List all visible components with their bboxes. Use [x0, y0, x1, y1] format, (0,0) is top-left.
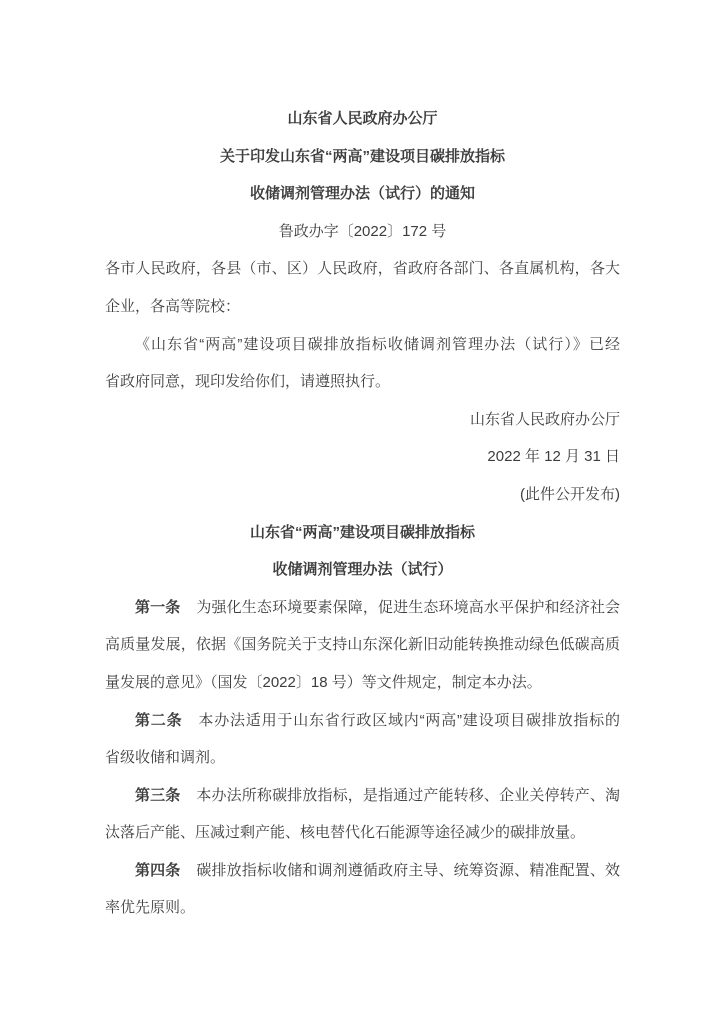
forward-line-2: 省政府同意，现印发给你们，请遵照执行。: [105, 373, 391, 391]
measures-title-line-1: 山东省“两高”建设项目碳排放指标: [249, 523, 475, 541]
measures-title-line-2: 收储调剂管理办法（试行）: [272, 561, 453, 579]
article-2-line-1: [105, 702, 620, 740]
article-2-label: 第二条: [135, 711, 183, 729]
article-1-text-line-1: 为强化生态环境要素保障，促进生态环境高水平保护和经济社会: [196, 598, 620, 616]
article-4-line-1: [105, 852, 620, 890]
document-content: [105, 100, 620, 927]
signature: 山东省人民政府办公厅: [469, 410, 620, 428]
signature-date: 2022 年 12 月 31 日: [487, 448, 620, 466]
article-3-line-2: 汰落后产能、压减过剩产能、核电替代化石能源等途径减少的碳排放量。: [105, 824, 586, 842]
article-1-line-1: [105, 589, 620, 627]
article-3-text-line-1: 本办法所称碳排放指标，是指通过产能转移、企业关停转产、淘: [196, 786, 620, 804]
article-3-line-1: [105, 777, 620, 815]
article-2-text-line-1: 本办法适用于山东省行政区域内“两高”建设项目碳排放指标的: [198, 711, 620, 729]
article-3-label: 第三条: [135, 786, 181, 804]
article-1-line-3: 量发展的意见》（国发〔2022〕18 号）等文件规定，制定本办法。: [105, 673, 542, 691]
article-4-text-line-1: 碳排放指标收储和调剂遵循政府主导、统筹资源、精准配置、效: [196, 861, 620, 879]
publish-note: (此件公开发布): [520, 485, 620, 503]
salutation-line-1: 各市人民政府，各县（市、区）人民政府，省政府各部门、各直属机构，各大: [105, 260, 620, 278]
forward-line-1: 《山东省“两高”建设项目碳排放指标收储调剂管理办法（试行）》已经: [135, 335, 620, 353]
salutation-line-2: 企业，各高等院校：: [105, 297, 241, 315]
notice-heading-line-2: 关于印发山东省“两高”建设项目碳排放指标: [219, 147, 505, 165]
article-4-line-2: 率优先原则。: [105, 899, 196, 917]
article-4-label: 第四条: [135, 861, 181, 879]
notice-heading-line-1: 山东省人民政府办公厅: [287, 110, 438, 127]
article-1-label: 第一条: [135, 598, 181, 616]
notice-heading-line-3: 收储调剂管理办法（试行）的通知: [249, 185, 475, 203]
article-1-line-2: 高质量发展，依据《国务院关于支持山东深化新旧动能转换推动绿色低碳高质: [105, 636, 620, 654]
doc-number: 鲁政办字〔2022〕172 号: [278, 222, 447, 240]
article-2-line-2: 省级收储和调剂。: [105, 749, 226, 767]
